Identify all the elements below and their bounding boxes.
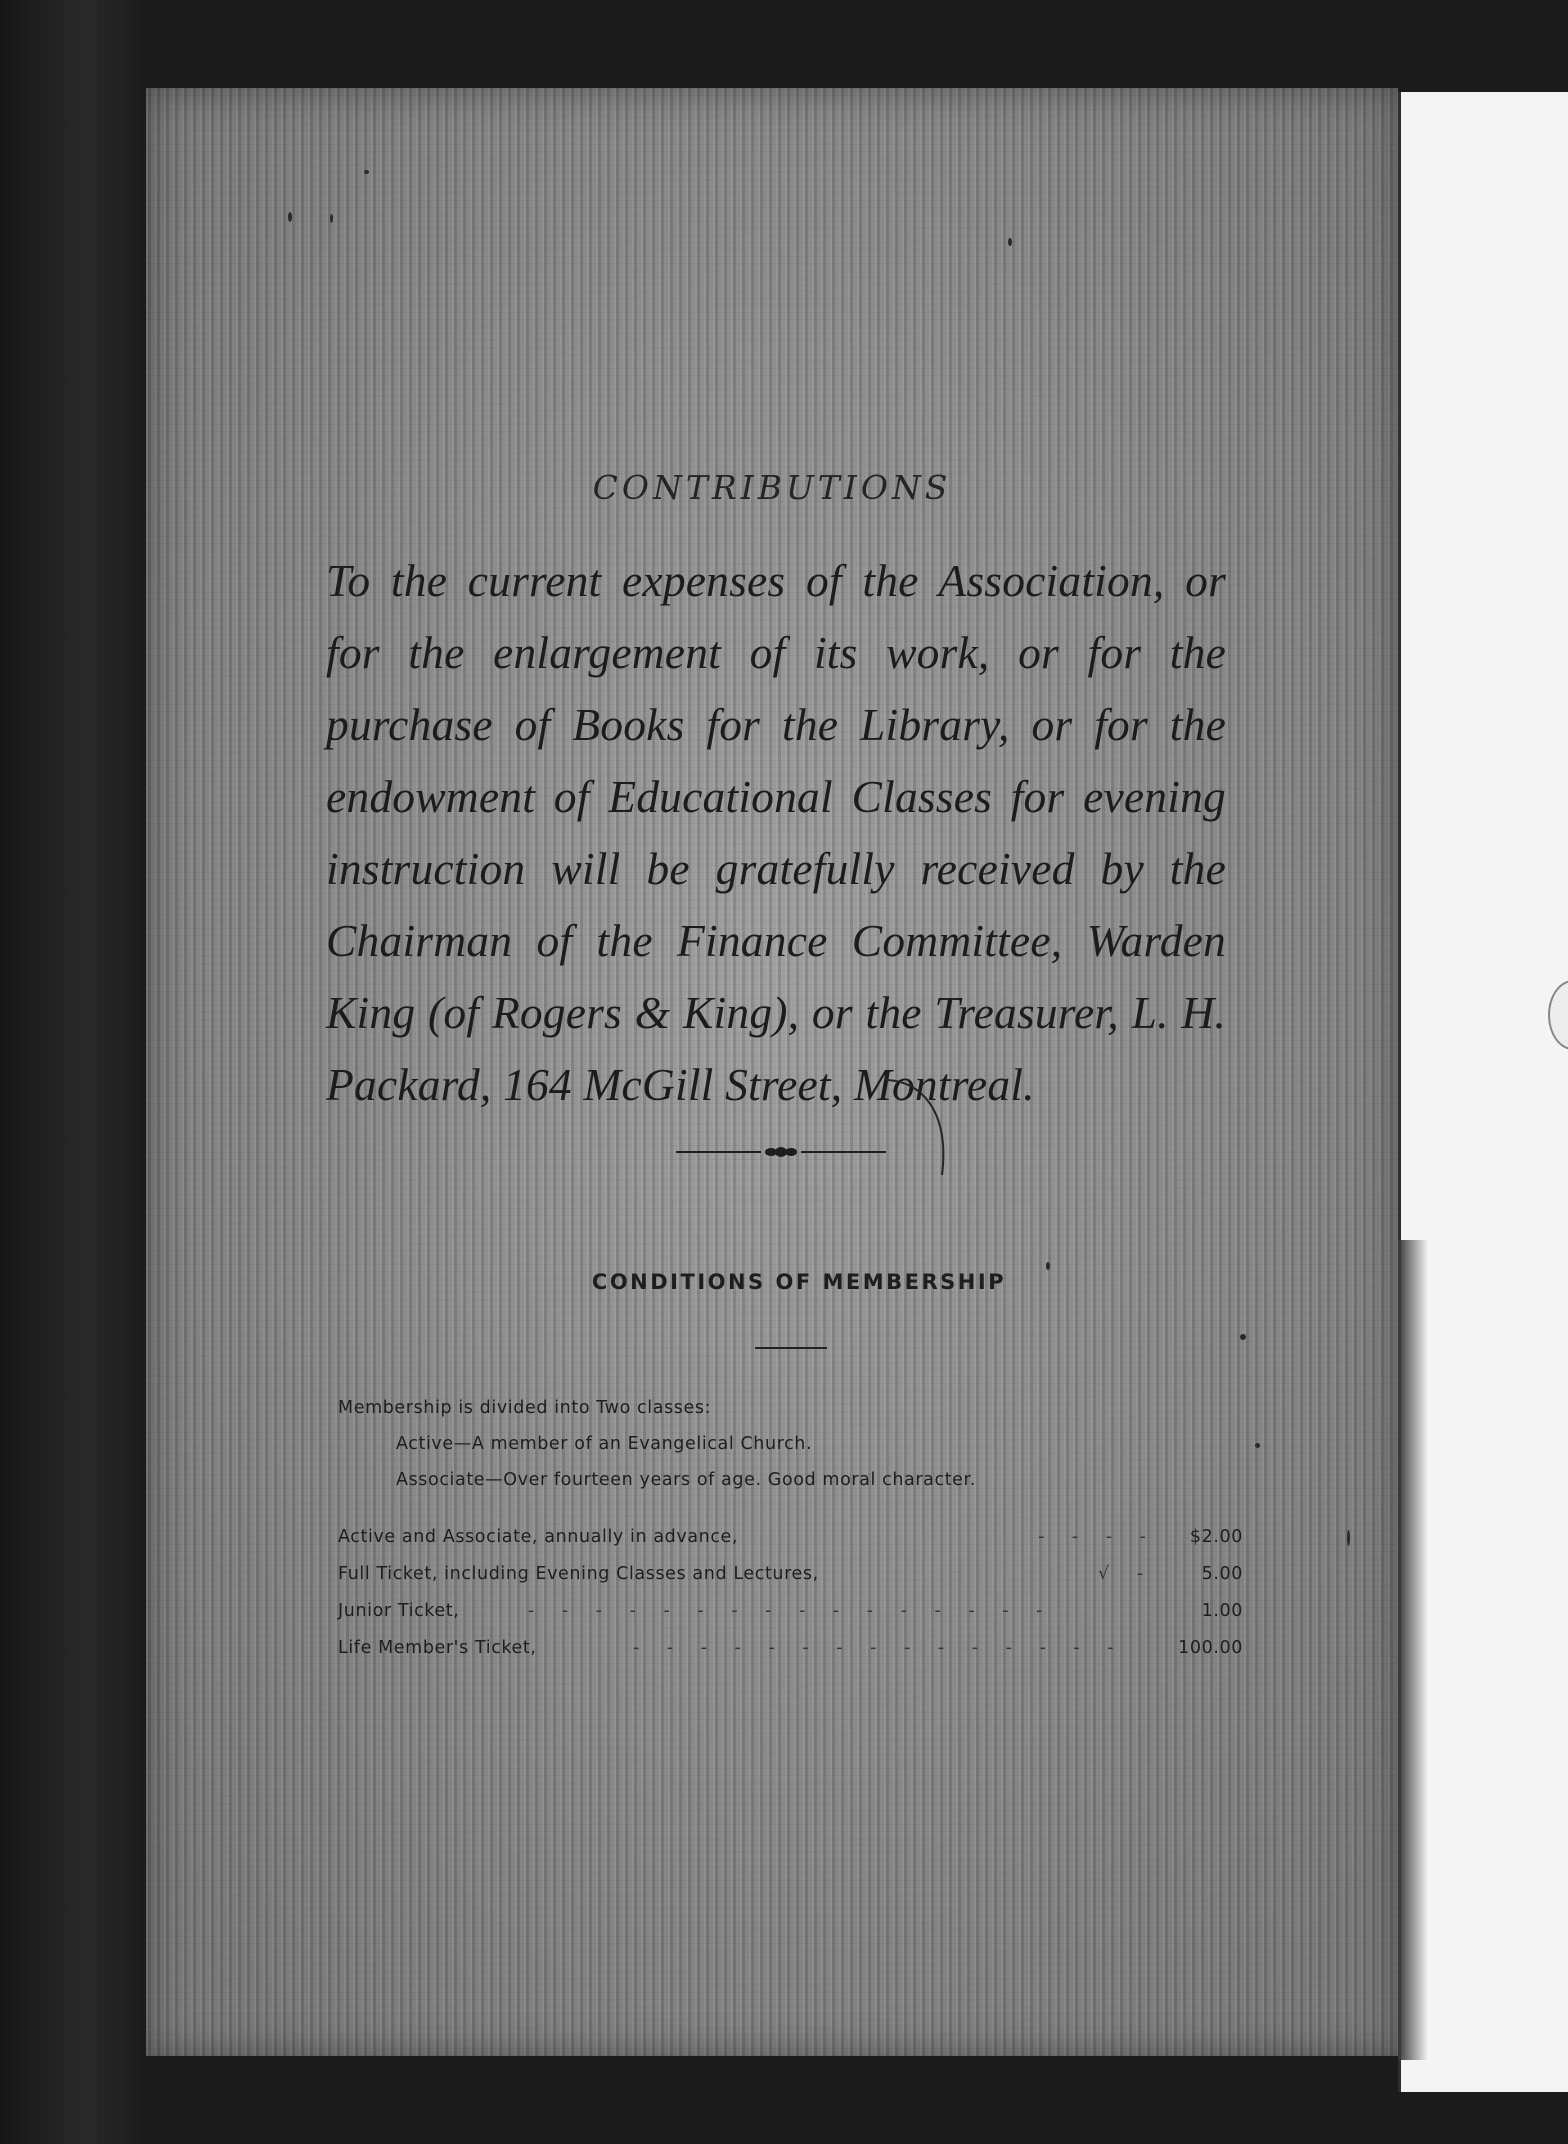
fee-amount: 5.00	[1201, 1564, 1243, 1584]
membership-class-active: Active—A member of an Evangelical Church.	[396, 1434, 813, 1454]
fee-leader: - - - - - - - - - - - - - - -	[633, 1638, 1125, 1658]
paper-speck	[1240, 1334, 1246, 1340]
membership-class-associate: Associate—Over fourteen years of age. Good moral character.	[396, 1470, 976, 1490]
fee-row	[338, 1601, 1243, 1631]
fee-label: Full Ticket, including Evening Classes and Lectures,	[338, 1564, 819, 1584]
membership-heading: CONDITIONS OF MEMBERSHIP	[591, 1270, 1007, 1294]
fee-row	[338, 1564, 1243, 1594]
paper-speck	[1008, 238, 1012, 246]
membership-intro: Membership is divided into Two classes:	[338, 1398, 712, 1418]
fee-amount: 1.00	[1201, 1601, 1243, 1621]
scan-left-margin	[0, 0, 140, 2144]
fee-label: Life Member's Ticket,	[338, 1638, 537, 1658]
paper-speck	[1255, 1443, 1260, 1448]
contributions-paragraph: To the current expenses of the Association, or for the enlargement of its work, or for the purchase of Books for the Library, or for the endowment of Educational Classes for evening instruction will be gratefully received by the Chairman of the Finance Committee, Warden King (of Rogers & King), or the Treasurer, L. H. Packard, 164 McGill Street, Montreal.	[326, 555, 1226, 1110]
pencil-mark	[880, 1070, 960, 1180]
fee-amount: 100.00	[1178, 1638, 1243, 1658]
fee-label: Junior Ticket,	[338, 1601, 460, 1621]
paper-speck	[1046, 1262, 1050, 1270]
paper-speck	[364, 170, 369, 174]
fee-leader: - - - -	[1038, 1527, 1157, 1547]
fee-leader: - - - - - - - - - - - - - - - -	[528, 1601, 1054, 1621]
page-edge-shadow	[1398, 1240, 1428, 2060]
fee-row	[338, 1527, 1243, 1557]
fee-amount: $2.00	[1189, 1527, 1243, 1547]
paper-speck	[330, 214, 333, 223]
membership-divider	[755, 1347, 827, 1349]
fee-leader: √ -	[1098, 1564, 1155, 1584]
paper-speck	[1347, 1530, 1350, 1546]
fee-row	[338, 1638, 1243, 1668]
contributions-heading: CONTRIBUTIONS	[592, 468, 952, 507]
paper-speck	[288, 212, 292, 222]
fee-label: Active and Associate, annually in advance,	[338, 1527, 739, 1547]
divider-ornament	[676, 1144, 886, 1160]
